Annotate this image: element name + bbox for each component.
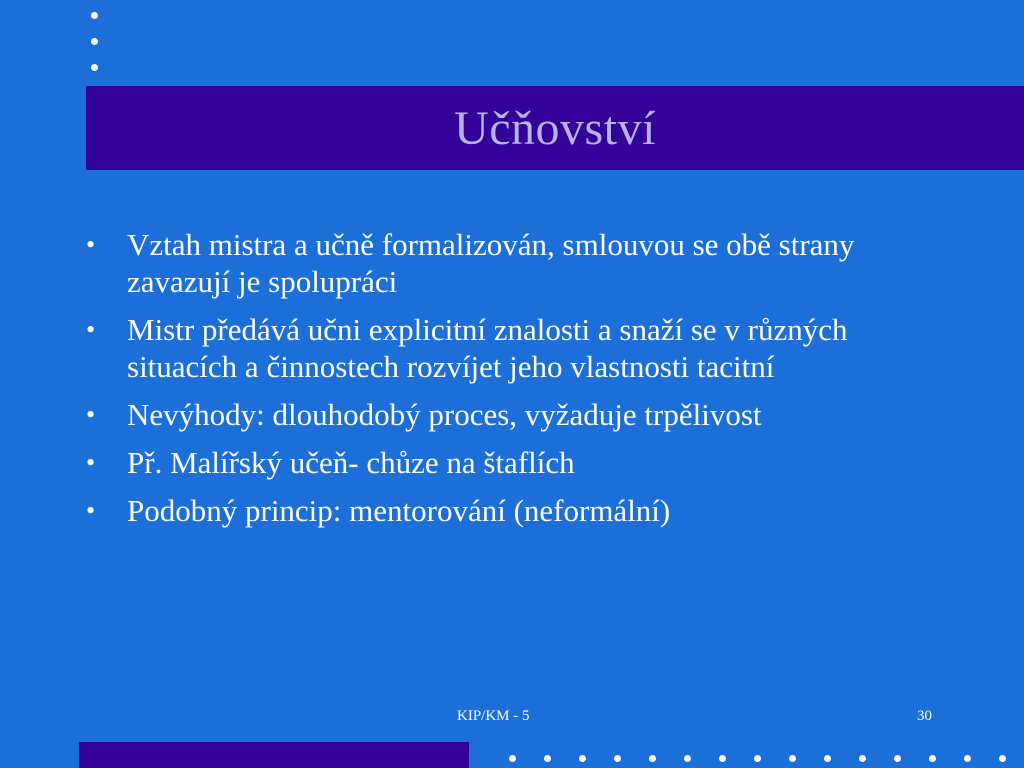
decor-dot-bottom-14: [964, 755, 971, 762]
bullet-item: [80, 226, 940, 300]
bullet-text: Nevýhody: dlouhodobý proces, vyžaduje trpělivost: [127, 397, 762, 432]
decor-dot-top-3: [91, 64, 98, 71]
footer-bar: [79, 742, 469, 768]
bullet-item: [80, 396, 940, 433]
decor-dot-bottom-3: [579, 755, 586, 762]
bullet-dot: •: [86, 496, 96, 525]
bullet-text: Př. Malířský učeň- chůze na štaflích: [127, 445, 575, 480]
decor-dot-bottom-4: [614, 755, 621, 762]
footer-label: KIP/KM - 5: [457, 708, 530, 724]
decor-dot-bottom-2: [544, 755, 551, 762]
decor-dot-top-1: [91, 12, 98, 19]
decor-dot-bottom-8: [754, 755, 761, 762]
page-number: 30: [917, 708, 932, 724]
bullet-text: Vztah mistra a učně formalizován, smlouvou se obě strany zavazují je spolupráci: [127, 227, 855, 299]
decor-dot-bottom-9: [789, 755, 796, 762]
bullet-dot: •: [86, 448, 96, 477]
slide-title: Učňovství: [454, 101, 656, 155]
bullet-text: Mistr předává učni explicitní znalosti a snaží se v různých situacích a činnostech rozvíjet jeho vlastnosti tacitní: [127, 312, 848, 384]
decor-dot-bottom-13: [929, 755, 936, 762]
decor-dot-bottom-10: [824, 755, 831, 762]
decor-dot-bottom-12: [894, 755, 901, 762]
bullet-dot: •: [86, 315, 96, 344]
decor-dot-bottom-1: [509, 755, 516, 762]
bullet-text: Podobný princip: mentorování (neformální): [127, 493, 671, 528]
bullet-item: [80, 444, 940, 481]
bullet-item: [80, 492, 940, 529]
decor-dot-bottom-5: [649, 755, 656, 762]
decor-dot-bottom-7: [719, 755, 726, 762]
decor-dot-top-2: [91, 38, 98, 45]
decor-dot-bottom-15: [999, 755, 1006, 762]
decor-dot-bottom-11: [859, 755, 866, 762]
title-bar: [86, 86, 1024, 170]
bullet-dot: •: [86, 230, 96, 259]
bullet-list: [80, 226, 940, 540]
bullet-item: [80, 311, 940, 385]
decor-dot-bottom-6: [684, 755, 691, 762]
bullet-dot: •: [86, 400, 96, 429]
